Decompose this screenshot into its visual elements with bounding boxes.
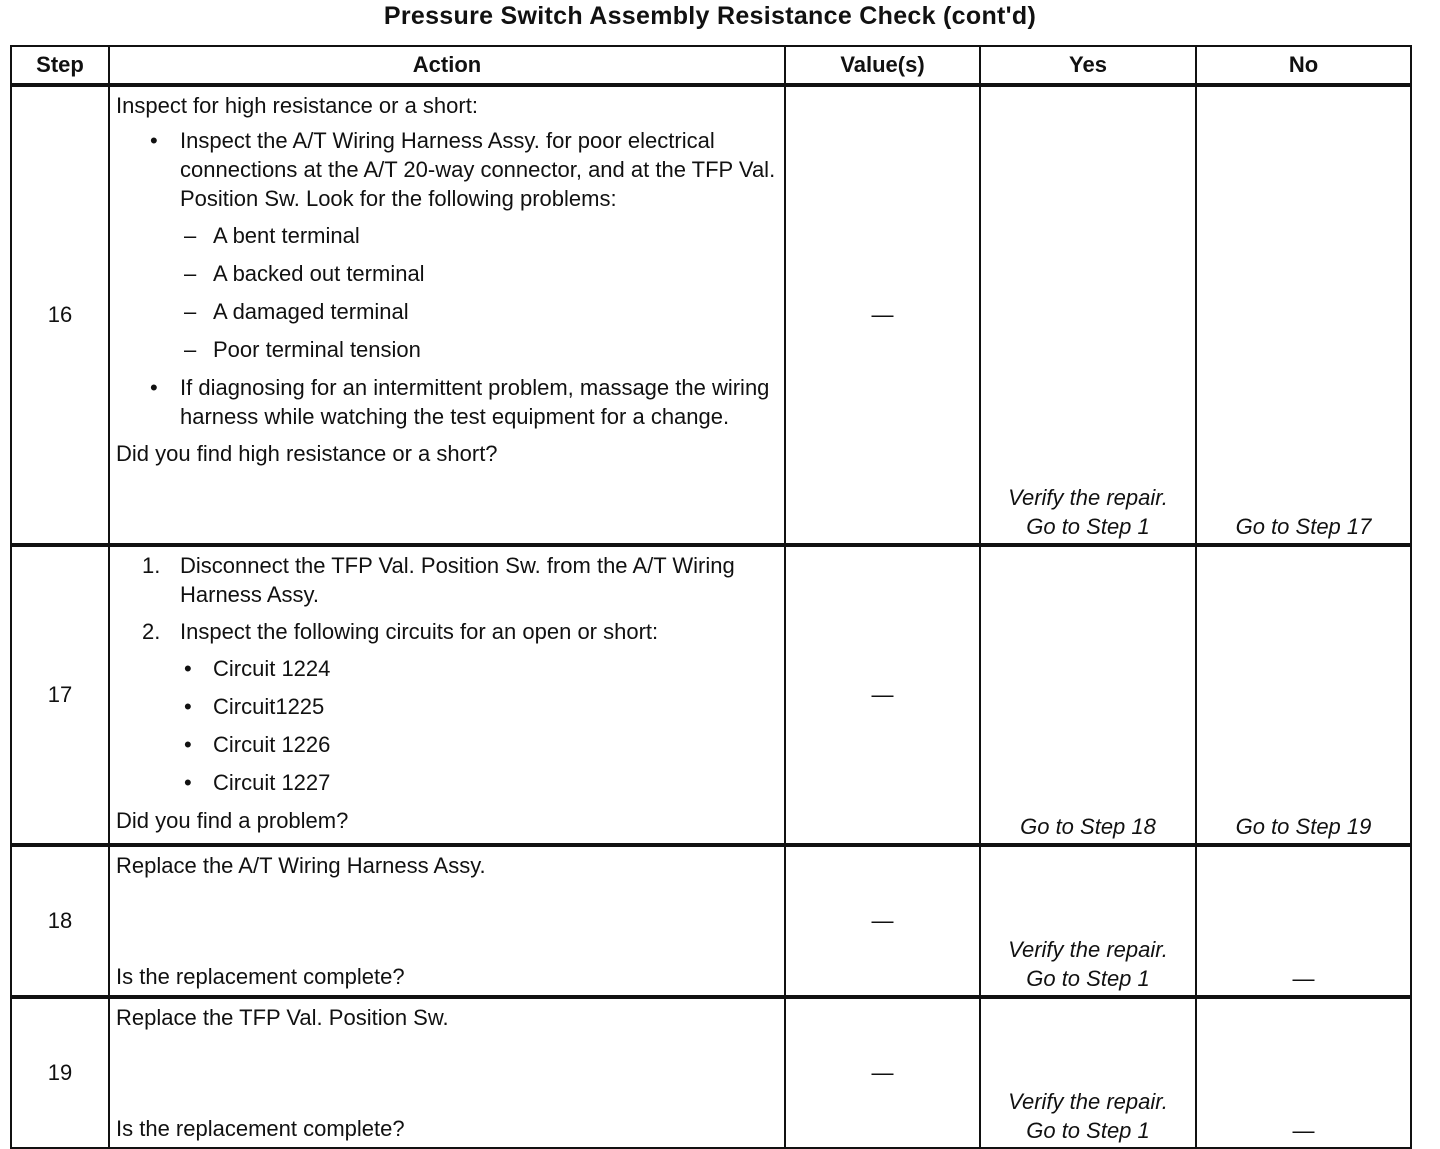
sub-item-text: Circuit 1227 [213, 770, 331, 795]
yes-text-line2: Go to Step 1 [1026, 966, 1150, 991]
list-item-text: Disconnect the TFP Val. Position Sw. from the A/T Wiring Harness Assy. [180, 553, 735, 607]
header-step: Step [11, 46, 109, 85]
number-marker: 2. [142, 619, 161, 644]
action-text: Replace the A/T Wiring Harness Assy. [116, 853, 486, 878]
bullet-marker: • [150, 375, 158, 400]
action-intro: Inspect for high resistance or a short: [116, 93, 478, 118]
sub-list-item [180, 335, 778, 364]
bullet-marker: • [184, 656, 192, 681]
dash-marker: – [184, 261, 197, 286]
list-item-text: If diagnosing for an intermittent problem, massage the wiring harness while watching the test equipment for a change. [180, 375, 770, 429]
bullet-list [116, 126, 778, 431]
sub-item-text: Circuit1225 [213, 694, 325, 719]
yes-cell [980, 845, 1196, 997]
list-item [116, 126, 778, 364]
header-action: Action [109, 46, 785, 85]
value-cell: — [785, 85, 980, 545]
action-question: Did you find high resistance or a short? [116, 441, 498, 466]
action-cell [109, 85, 785, 545]
sub-item-text: A bent terminal [213, 223, 360, 248]
header-yes: Yes [980, 46, 1196, 85]
sub-item-text: Circuit 1224 [213, 656, 331, 681]
table-row-step-17 [11, 545, 1411, 845]
list-item [116, 551, 778, 609]
yes-text-line2: Go to Step 1 [1026, 514, 1150, 539]
sub-item-text: Poor terminal tension [213, 337, 421, 362]
no-cell [1196, 845, 1411, 997]
list-item [116, 373, 778, 431]
numbered-list [116, 551, 778, 797]
sub-item-text: A damaged terminal [213, 299, 409, 324]
dash-marker: – [184, 223, 197, 248]
no-cell [1196, 997, 1411, 1148]
table-row-step-19 [11, 997, 1411, 1148]
header-values: Value(s) [785, 46, 980, 85]
step-number: 18 [11, 845, 109, 997]
list-item [116, 617, 778, 797]
header-row [11, 46, 1411, 85]
value-cell: — [785, 545, 980, 845]
step-number: 16 [11, 85, 109, 545]
sub-item-text: A backed out terminal [213, 261, 425, 286]
value-cell: — [785, 997, 980, 1148]
step-number: 17 [11, 545, 109, 845]
header-no: No [1196, 46, 1411, 85]
sub-list-item [180, 692, 778, 721]
no-cell: Go to Step 17 [1196, 85, 1411, 545]
dash-marker: – [184, 337, 197, 362]
sub-item-text: Circuit 1226 [213, 732, 331, 757]
action-cell [109, 545, 785, 845]
action-question: Is the replacement complete? [116, 964, 405, 989]
action-question: Did you find a problem? [116, 808, 349, 833]
sub-list-item [180, 259, 778, 288]
resistance-check-table [10, 45, 1412, 1149]
no-dash: — [1292, 966, 1315, 991]
sub-list-item [180, 654, 778, 683]
action-cell [109, 845, 785, 997]
yes-cell [980, 997, 1196, 1148]
bullet-marker: • [184, 732, 192, 757]
yes-text-line1: Verify the repair. [1008, 937, 1168, 962]
sub-list-item [180, 221, 778, 250]
table-row-step-18 [11, 845, 1411, 997]
yes-text-line1: Verify the repair. [1008, 485, 1168, 510]
dash-marker: – [184, 299, 197, 324]
page-title: Pressure Switch Assembly Resistance Check (cont'd) [383, 2, 1037, 30]
sub-list-item [180, 768, 778, 797]
sub-list-item [180, 730, 778, 759]
step-number: 19 [11, 997, 109, 1148]
bullet-marker: • [184, 694, 192, 719]
value-cell: — [785, 845, 980, 997]
list-item-text: Inspect the following circuits for an open or short: [180, 619, 659, 644]
number-marker: 1. [142, 553, 161, 578]
action-cell [109, 997, 785, 1148]
sub-list [180, 221, 778, 364]
table-row-step-16 [11, 85, 1411, 545]
yes-text-line2: Go to Step 1 [1026, 1118, 1150, 1143]
action-question: Is the replacement complete? [116, 1116, 405, 1141]
action-text: Replace the TFP Val. Position Sw. [116, 1005, 449, 1030]
no-cell: Go to Step 19 [1196, 545, 1411, 845]
yes-text-line1: Verify the repair. [1008, 1089, 1168, 1114]
yes-cell [980, 85, 1196, 545]
sub-list [180, 654, 778, 797]
bullet-marker: • [150, 128, 158, 153]
no-dash: — [1292, 1118, 1315, 1143]
yes-cell: Go to Step 18 [980, 545, 1196, 845]
bullet-marker: • [184, 770, 192, 795]
list-item-text: Inspect the A/T Wiring Harness Assy. for poor electrical connections at the A/T 20-way connector, and at the TFP Val. Position Sw. Look for the following problems: [180, 128, 776, 211]
sub-list-item [180, 297, 778, 326]
